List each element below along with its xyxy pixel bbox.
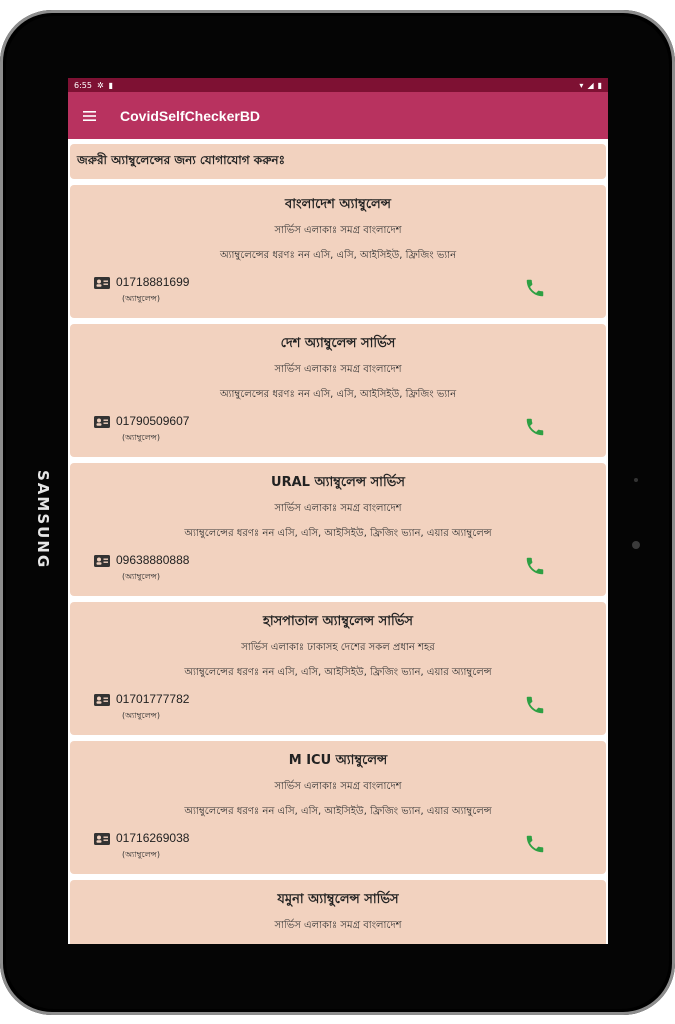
menu-button[interactable] [68,92,112,139]
device-brand: SAMSUNG [34,470,52,570]
status-time: 6:55 [74,80,92,90]
ambulance-types: অ্যাম্বুলেন্সের ধরণঃ নন এসি, এসি, আইসিইউ, ফ্রিজিং ভ্যান [219,389,457,400]
contact-card-icon [94,416,110,428]
call-icon[interactable] [524,694,546,716]
battery-icon: ▮ [597,80,602,90]
ambulance-card [70,463,606,596]
ambulance-types: অ্যাম্বুলেন্সের ধরণঃ নন এসি, এসি, আইসিইউ, ফ্রিজিং ভ্যান, এয়ার অ্যাম্বুলেন্স [184,667,492,678]
service-area: সার্ভিস এলাকাঃ সমগ্র বাংলাদেশ [274,503,402,514]
phone-number: 09638880888 [116,553,190,567]
phone-label: (অ্যাম্বুলেন্স) [122,433,160,442]
app-bar [68,92,608,139]
ambulance-types: অ্যাম্বুলেন্সের ধরণঃ নন এসি, এসি, আইসিইউ, ফ্রিজিং ভ্যান, এয়ার অ্যাম্বুলেন্স [184,806,492,817]
service-area: সার্ভিস এলাকাঃ সমগ্র বাংলাদেশ [274,920,402,931]
service-area: সার্ভিস এলাকাঃ ঢাকাসহ দেশের সকল প্রধান শহর [241,642,435,653]
call-icon[interactable] [524,416,546,438]
app-title: CovidSelfCheckerBD [120,107,261,124]
phone-number: 01790509607 [116,414,190,428]
phone-label: (অ্যাম্বুলেন্স) [122,294,160,303]
ambulance-card [70,602,606,735]
ambulance-types: অ্যাম্বুলেন্সের ধরণঃ নন এসি, এসি, আইসিইউ, ফ্রিজিং ভ্যান, এয়ার অ্যাম্বুলেন্স [184,528,492,539]
front-camera [632,541,640,549]
sim-icon: ▮ [108,80,114,90]
ambulance-name: যমুনা অ্যাম্বুলেন্স সার্ভিস [277,892,399,907]
ambulance-card [70,880,606,944]
call-icon[interactable] [524,277,546,299]
ambulance-card [70,324,606,457]
contact-card-icon [94,694,110,706]
service-area: সার্ভিস এলাকাঃ সমগ্র বাংলাদেশ [274,781,402,792]
ambulance-name: বাংলাদেশ অ্যাম্বুলেন্স [285,197,391,212]
phone-label: (অ্যাম্বুলেন্স) [122,711,160,720]
app-screen [68,78,608,944]
call-icon[interactable] [524,833,546,855]
phone-label: (অ্যাম্বুলেন্স) [122,850,160,859]
phone-number: 01718881699 [116,275,190,289]
call-icon[interactable] [524,555,546,577]
ambulance-name: URAL অ্যাম্বুলেন্স সার্ভিস [271,475,405,490]
service-area: সার্ভিস এলাকাঃ সমগ্র বাংলাদেশ [274,225,402,236]
contact-card-icon [94,277,110,289]
hamburger-icon [82,110,98,122]
phone-number: 01716269038 [116,831,190,845]
ambulance-card [70,741,606,874]
phone-number: 01701777782 [116,692,190,706]
signal-icon: ◢ [587,80,594,90]
phone-label: (অ্যাম্বুলেন্স) [122,572,160,581]
contact-card-icon [94,833,110,845]
front-sensor [634,478,638,482]
ambulance-list [68,139,608,944]
ambulance-card [70,185,606,318]
settings-icon: ✲ [96,80,104,90]
ambulance-name: M ICU অ্যাম্বুলেন্স [288,753,388,768]
wifi-icon: ▾ [579,80,584,90]
ambulance-types: অ্যাম্বুলেন্সের ধরণঃ নন এসি, এসি, আইসিইউ, ফ্রিজিং ভ্যান [219,250,457,261]
emergency-header: জরুরী অ্যাম্বুলেন্সের জন্য যোগাযোগ করুনঃ [70,144,606,179]
contact-card-icon [94,555,110,567]
service-area: সার্ভিস এলাকাঃ সমগ্র বাংলাদেশ [274,364,402,375]
status-bar [68,78,608,92]
ambulance-name: দেশ অ্যাম্বুলেন্স সার্ভিস [280,336,396,351]
ambulance-name: হাসপাতাল অ্যাম্বুলেন্স সার্ভিস [263,614,413,629]
